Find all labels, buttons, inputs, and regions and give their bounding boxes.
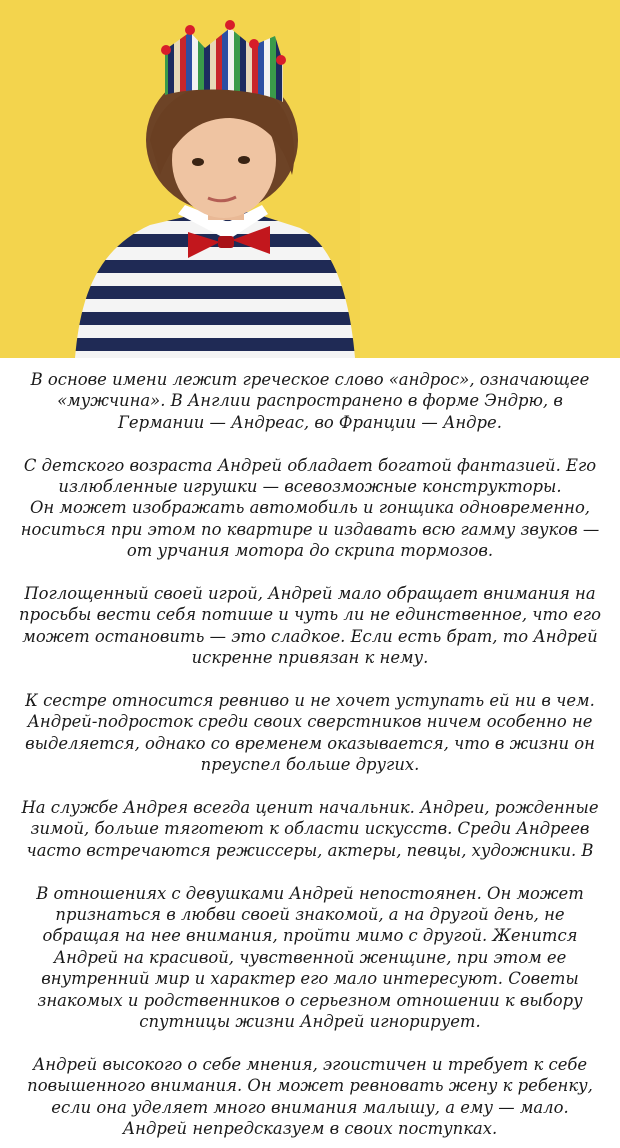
paragraph-3: Поглощенный своей игрой, Андрей мало обращает внимания на просьбы вести себя потише и чуть ли не единственное, что его может остановить — это сладкое. Если есть брат, то Андрей искренне привязан к нему. <box>19 584 601 668</box>
paragraph-1: В основе имени лежит греческое слово «андрос», означающее «мужчина». В Англии распространено в форме Эндрю, в Германии — Андреас, во Франции — Андре. <box>30 370 590 432</box>
paragraph-6: В отношениях с девушками Андрей непостоянен. Он может признаться в любви своей знакомой, а на другой день, не обращая на нее внимания, пройти мимо с другой. Женится Андрей на красивой, чувственной женщине, при этом ее внутренний мир и характер его мало интересуют. Советы знакомых и родственников о серьезном отношении к выбору спутницы жизни Андрей игнорирует. <box>36 883 584 1032</box>
photo-illustration <box>0 0 620 358</box>
paragraph-2: С детского возраста Андрей обладает богатой фантазией. Его излюбленные игрушки — всевозможные конструкторы. Он может изображать автомобиль и гонщика одновременно, носиться при этом по квартире и издавать всю гамму звуков — от урчания мотора до скрипа тормозов. <box>20 455 600 561</box>
hero-photo-boy-with-crown <box>0 0 620 358</box>
paragraph-4: К сестре относится ревниво и не хочет уступать ей ни в чем. Андрей-подросток среди своих сверстников ничем особенно не выделяется, однако со временем оказывается, что в жизни он преуспел больше других. <box>25 691 595 775</box>
paragraph-7: Андрей высокого о себе мнения, эгоистичен и требует к себе повышенного внимания. Он может ревновать жену к ребенку, если она уделяет много внимания малышу, а ему — мало. Андрей непредсказуем в своих поступках. <box>27 1054 593 1139</box>
paragraph-5: На службе Андрея всегда ценит начальник. Андреи, рожденные зимой, больше тяготеют к области искусств. Среди Андреев часто встречаются режиссеры, актеры, певцы, художники. В <box>21 798 599 860</box>
article-body <box>0 369 620 1140</box>
